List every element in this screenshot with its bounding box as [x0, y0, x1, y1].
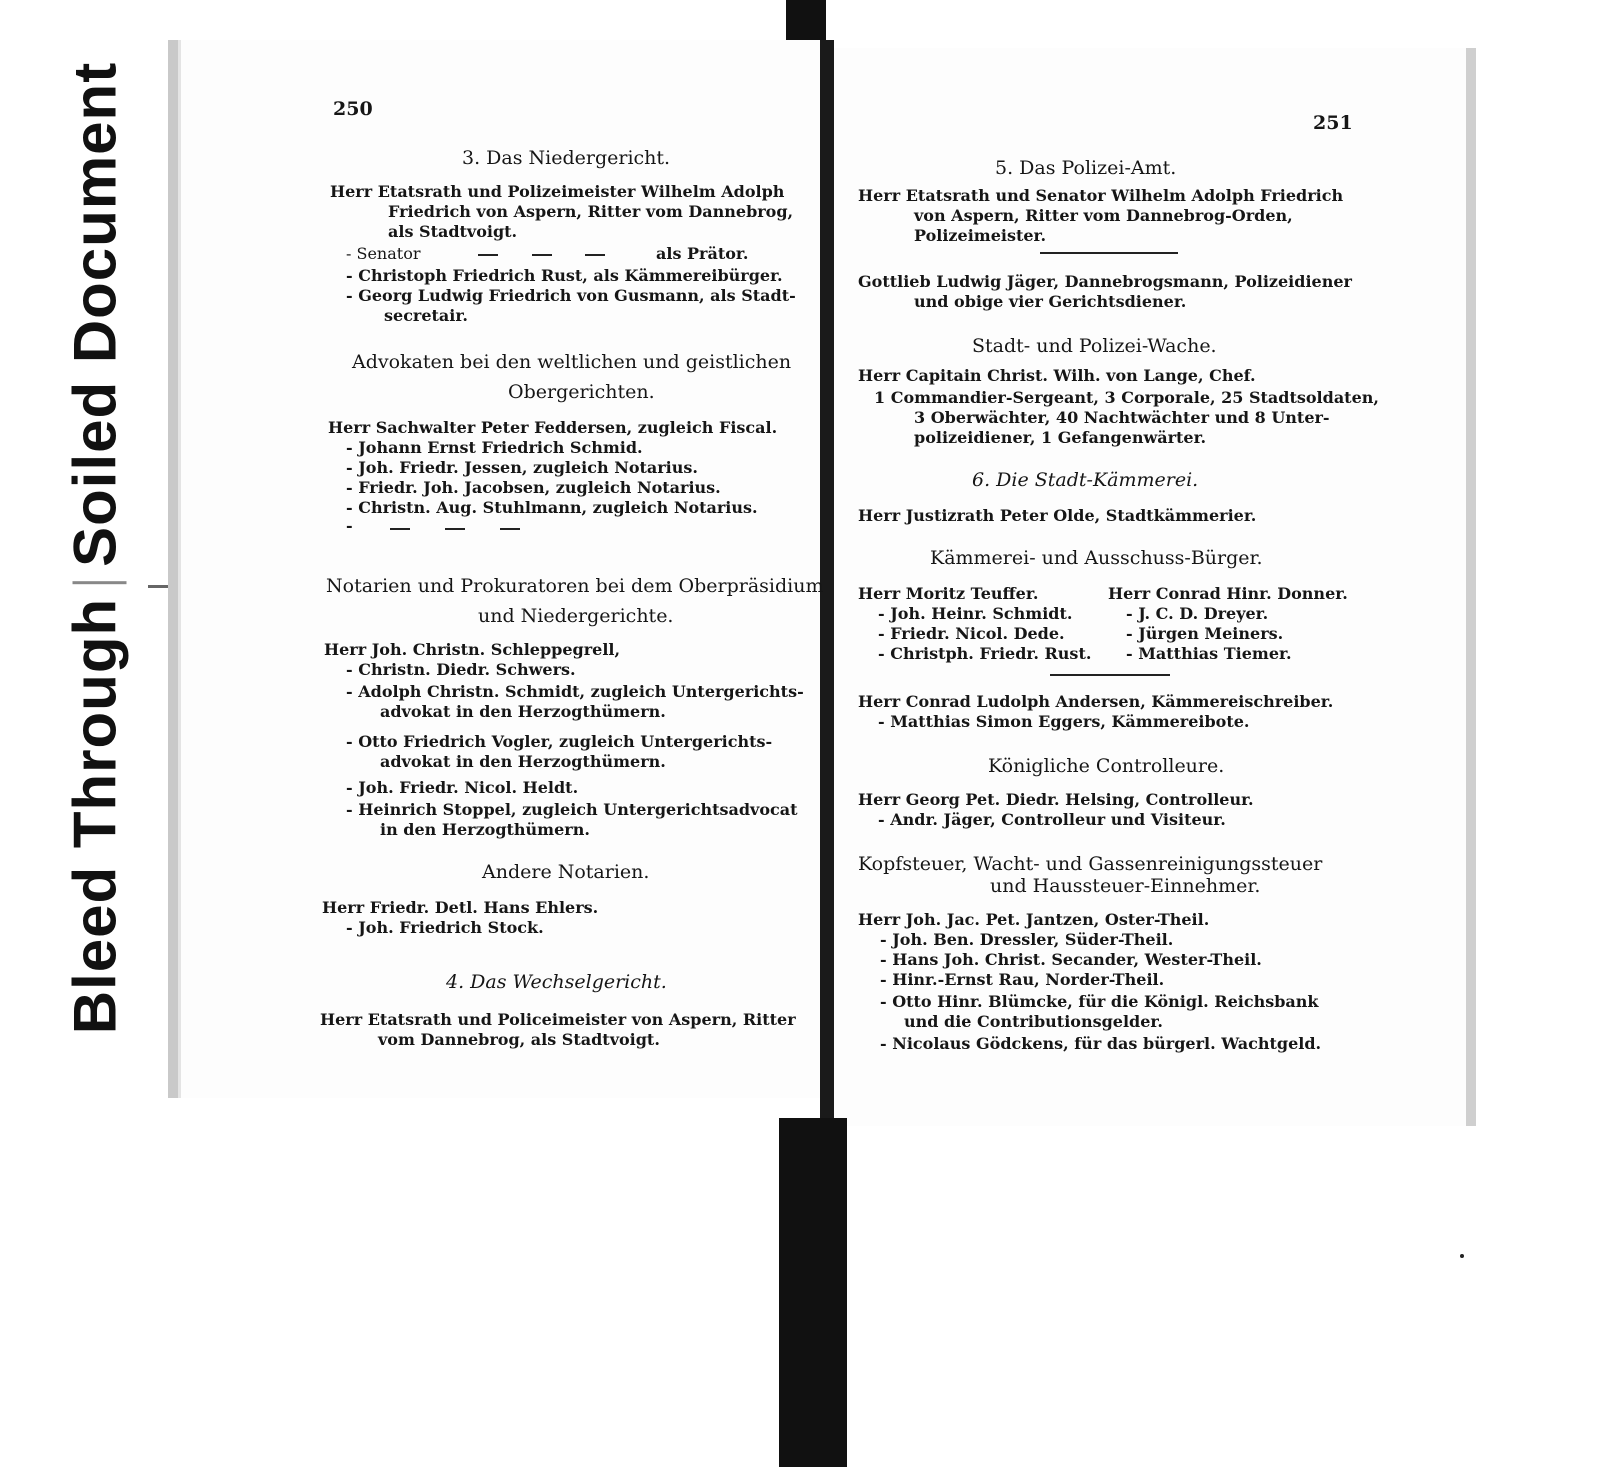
- entry-line: Herr Justizrath Peter Olde, Stadtkämmerier.: [858, 506, 1257, 525]
- entry-line: - Adolph Christn. Schmidt, zugleich Untergerichts-: [346, 682, 804, 701]
- entry-line: advokat in den Herzogthümern.: [380, 752, 666, 771]
- entry-line: Herr Sachwalter Peter Feddersen, zugleich Fiscal.: [328, 418, 778, 437]
- entry-line: - Hinr.-Ernst Rau, Norder-Theil.: [880, 970, 1165, 989]
- section-heading: Kopfsteuer, Wacht- und Gassenreinigungssteuer: [858, 853, 1323, 875]
- entry-line: - Hans Joh. Christ. Secander, Wester-Theil.: [880, 950, 1262, 969]
- entry-line: - Christoph Friedrich Rust, als Kämmereibürger.: [346, 266, 783, 285]
- section-heading: Königliche Controlleure.: [988, 755, 1225, 777]
- entry-line: und die Contributionsgelder.: [904, 1012, 1163, 1031]
- entry-line: Herr Etatsrath und Polizeimeister Wilhelm Adolph: [330, 182, 785, 201]
- entry-line: - Christph. Friedr. Rust.: [878, 644, 1092, 663]
- entry-line: advokat in den Herzogthümern.: [380, 702, 666, 721]
- entry-line: Gottlieb Ludwig Jäger, Dannebrogsmann, Polizeidiener: [858, 272, 1352, 291]
- section-heading: 5. Das Polizei-Amt.: [995, 157, 1177, 179]
- entry-line: - Nicolaus Gödckens, für das bürgerl. Wachtgeld.: [880, 1034, 1322, 1053]
- entry-line: 1 Commandier-Sergeant, 3 Corporale, 25 Stadtsoldaten,: [874, 388, 1379, 407]
- entry-line: und obige vier Gerichtsdiener.: [914, 292, 1187, 311]
- watermark-label: [61, 62, 130, 1034]
- entry-line: - Joh. Friedr. Jessen, zugleich Notarius.: [346, 458, 698, 477]
- entry-line: polizeidiener, 1 Gefangenwärter.: [914, 428, 1207, 447]
- entry-line: - Matthias Tiemer.: [1126, 644, 1292, 663]
- entry-line: in den Herzogthümern.: [380, 820, 590, 839]
- entry-line: Herr Moritz Teuffer.: [858, 584, 1039, 603]
- watermark-separator: [73, 581, 127, 584]
- entry-line: Herr Conrad Ludolph Andersen, Kämmereischreiber.: [858, 692, 1334, 711]
- section-heading: 6. Die Stadt-Kämmerei.: [972, 469, 1199, 491]
- placeholder-dash: [390, 528, 410, 530]
- entry-line: - Joh. Friedrich Stock.: [346, 918, 544, 937]
- section-heading: 3. Das Niedergericht.: [462, 147, 671, 169]
- placeholder-dash: [532, 254, 552, 256]
- placeholder-dash: [445, 528, 465, 530]
- entry-line: - Senator: [346, 244, 421, 263]
- entry-line: - Jürgen Meiners.: [1126, 624, 1284, 643]
- placeholder-dash: [500, 528, 520, 530]
- entry-line: Herr Joh. Christn. Schleppegrell,: [324, 640, 621, 659]
- entry-line: - Joh. Friedr. Nicol. Heldt.: [346, 778, 579, 797]
- section-heading: Obergerichten.: [508, 381, 655, 403]
- entry-line: Herr Etatsrath und Senator Wilhelm Adolph Friedrich: [858, 186, 1344, 205]
- entry-line: Herr Etatsrath und Policeimeister von Aspern, Ritter: [320, 1010, 796, 1029]
- separator-rule: [1040, 252, 1178, 254]
- section-heading: Stadt- und Polizei-Wache.: [972, 335, 1217, 357]
- section-heading: Andere Notarien.: [482, 861, 650, 883]
- entry-line: secretair.: [384, 306, 468, 325]
- entry-line: - Christn. Diedr. Schwers.: [346, 660, 576, 679]
- entry-line: - Joh. Ben. Dressler, Süder-Theil.: [880, 930, 1174, 949]
- entry-line: - Christn. Aug. Stuhlmann, zugleich Notarius.: [346, 498, 758, 517]
- entry-line: 3 Oberwächter, 40 Nachtwächter und 8 Unter-: [914, 408, 1330, 427]
- speck: [1460, 1254, 1464, 1258]
- section-heading: Kämmerei- und Ausschuss-Bürger.: [930, 547, 1263, 569]
- entry-line: - Georg Ludwig Friedrich von Gusmann, als Stadt-: [346, 286, 796, 305]
- entry-line: vom Dannebrog, als Stadtvoigt.: [378, 1030, 660, 1049]
- entry-line: als Prätor.: [656, 244, 749, 263]
- entry-line: Herr Conrad Hinr. Donner.: [1108, 584, 1348, 603]
- placeholder-dash: [478, 254, 498, 256]
- watermark-soiled-document: Soiled Document: [61, 61, 129, 567]
- entry-line: Herr Joh. Jac. Pet. Jantzen, Oster-Theil.: [858, 910, 1210, 929]
- separator-rule: [1050, 674, 1170, 676]
- section-heading: Advokaten bei den weltlichen und geistlichen: [352, 351, 792, 373]
- binding-tab-bottom: [779, 1118, 847, 1467]
- entry-line: Friedrich von Aspern, Ritter vom Dannebrog,: [388, 202, 794, 221]
- section-heading: Notarien und Prokuratoren bei dem Oberpräsidium: [326, 575, 824, 597]
- entry-line: Herr Georg Pet. Diedr. Helsing, Controlleur.: [858, 790, 1254, 809]
- entry-line: Herr Capitain Christ. Wilh. von Lange, Chef.: [858, 366, 1256, 385]
- page-number-left: 250: [333, 98, 373, 120]
- placeholder-dash: [585, 254, 605, 256]
- entry-line: - Friedr. Nicol. Dede.: [878, 624, 1065, 643]
- entry-line: -: [346, 516, 353, 535]
- watermark-bleed-through: Bleed Through: [61, 597, 129, 1035]
- page-number-right: 251: [1313, 112, 1353, 134]
- entry-line: - Friedr. Joh. Jacobsen, zugleich Notarius.: [346, 478, 721, 497]
- entry-line: - Matthias Simon Eggers, Kämmereibote.: [878, 712, 1250, 731]
- entry-line: - Otto Friedrich Vogler, zugleich Untergerichts-: [346, 732, 773, 751]
- entry-line: Herr Friedr. Detl. Hans Ehlers.: [322, 898, 599, 917]
- entry-line: als Stadtvoigt.: [388, 222, 518, 241]
- entry-line: - J. C. D. Dreyer.: [1126, 604, 1269, 623]
- entry-line: - Otto Hinr. Blümcke, für die Königl. Reichsbank: [880, 992, 1319, 1011]
- section-heading: und Haussteuer-Einnehmer.: [990, 875, 1261, 897]
- entry-line: - Johann Ernst Friedrich Schmid.: [346, 438, 643, 457]
- entry-line: - Andr. Jäger, Controlleur und Visiteur.: [878, 810, 1226, 829]
- section-heading: und Niedergerichte.: [478, 605, 674, 627]
- entry-line: - Joh. Heinr. Schmidt.: [878, 604, 1073, 623]
- section-heading: 4. Das Wechselgericht.: [446, 971, 667, 993]
- entry-line: Polizeimeister.: [914, 226, 1047, 245]
- entry-line: - Heinrich Stoppel, zugleich Untergerichtsadvocat: [346, 800, 798, 819]
- entry-line: von Aspern, Ritter vom Dannebrog-Orden,: [914, 206, 1293, 225]
